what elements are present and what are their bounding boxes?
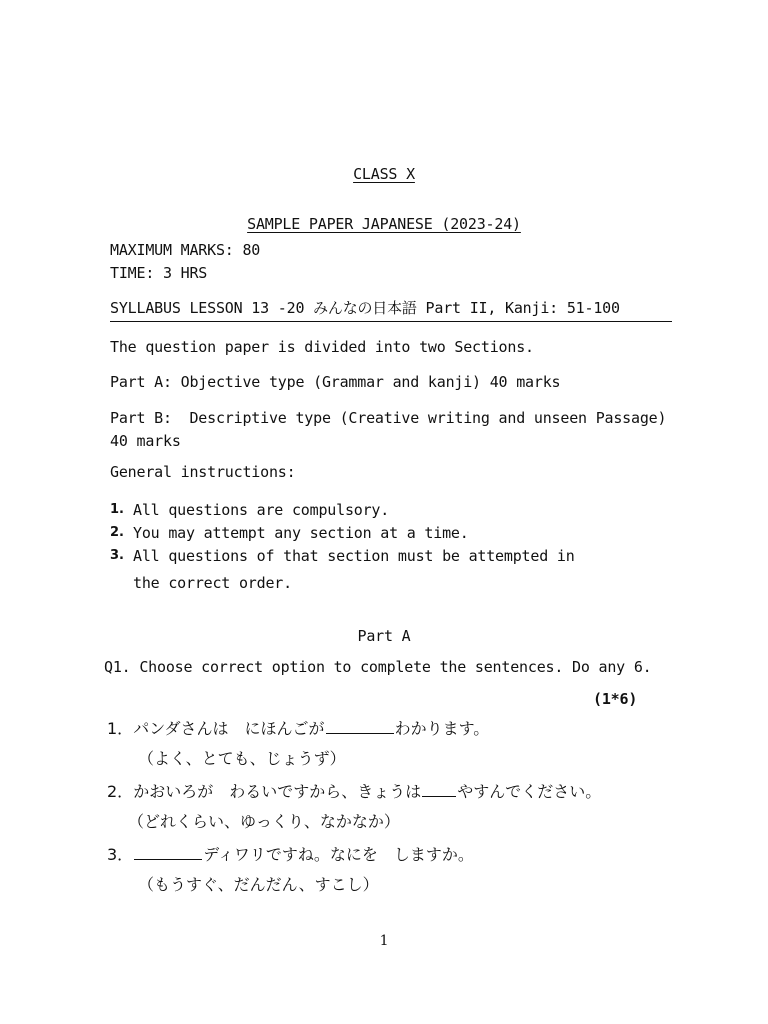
answer-blank[interactable]: [134, 845, 202, 860]
max-marks: MAXIMUM MARKS: 80: [110, 241, 261, 259]
item-number: 3．: [107, 845, 134, 864]
item-options: （もうすぐ、だんだん、すこし）: [138, 875, 379, 894]
page-number: 1: [379, 933, 389, 949]
instruction-number: 3.: [110, 548, 124, 563]
intro-divided: The question paper is divided into two Sections.: [110, 338, 534, 356]
item-number: 2．: [107, 782, 134, 801]
class-title: CLASS X: [353, 165, 415, 183]
instruction-number: 2.: [110, 525, 124, 540]
answer-blank[interactable]: [326, 719, 394, 734]
instruction-text: You may attempt any section at a time.: [133, 524, 469, 542]
item-text-before: かおいろが わるいですから、きょうは: [133, 782, 422, 801]
item-text-before: パンダさんは にほんごが: [133, 719, 325, 738]
item-text-after: ディワリですね。なにを しますか。: [203, 845, 474, 864]
question-1-prompt: Q1. Choose correct option to complete the sentences. Do any 6.: [104, 658, 652, 676]
item-options: （よく、とても、じょうず）: [138, 749, 346, 768]
instruction-text: All questions are compulsory.: [133, 501, 390, 519]
intro-part-b: Part B: Descriptive type (Creative writing and unseen Passage): [110, 409, 667, 427]
question-item-line: [107, 718, 489, 740]
answer-blank[interactable]: [422, 782, 456, 797]
intro-part-b-marks: 40 marks: [110, 432, 181, 450]
instruction-continuation: the correct order.: [133, 574, 292, 592]
question-item-line: [107, 844, 474, 866]
header-rule: [110, 321, 672, 322]
item-options: （どれくらい、ゆっくり、なかなか）: [128, 812, 400, 831]
general-instructions-heading: General instructions:: [110, 463, 296, 481]
instruction-text: All questions of that section must be attempted in: [133, 547, 575, 565]
time-allowed: TIME: 3 HRS: [110, 264, 208, 282]
question-item-line: [107, 781, 601, 803]
question-1-marks: (1*6): [593, 690, 638, 708]
item-number: 1．: [107, 719, 134, 738]
instruction-number: 1.: [110, 502, 124, 517]
item-text-after: やすんでください。: [457, 782, 602, 801]
syllabus: SYLLABUS LESSON 13 -20 みんなの日本語 Part II, Kanji: 51-100: [110, 299, 620, 317]
intro-part-a: Part A: Objective type (Grammar and kanji) 40 marks: [110, 373, 561, 391]
part-a-heading: Part A: [357, 627, 411, 645]
paper-title: SAMPLE PAPER JAPANESE (2023-24): [247, 215, 521, 233]
item-text-after: わかります。: [394, 719, 490, 738]
